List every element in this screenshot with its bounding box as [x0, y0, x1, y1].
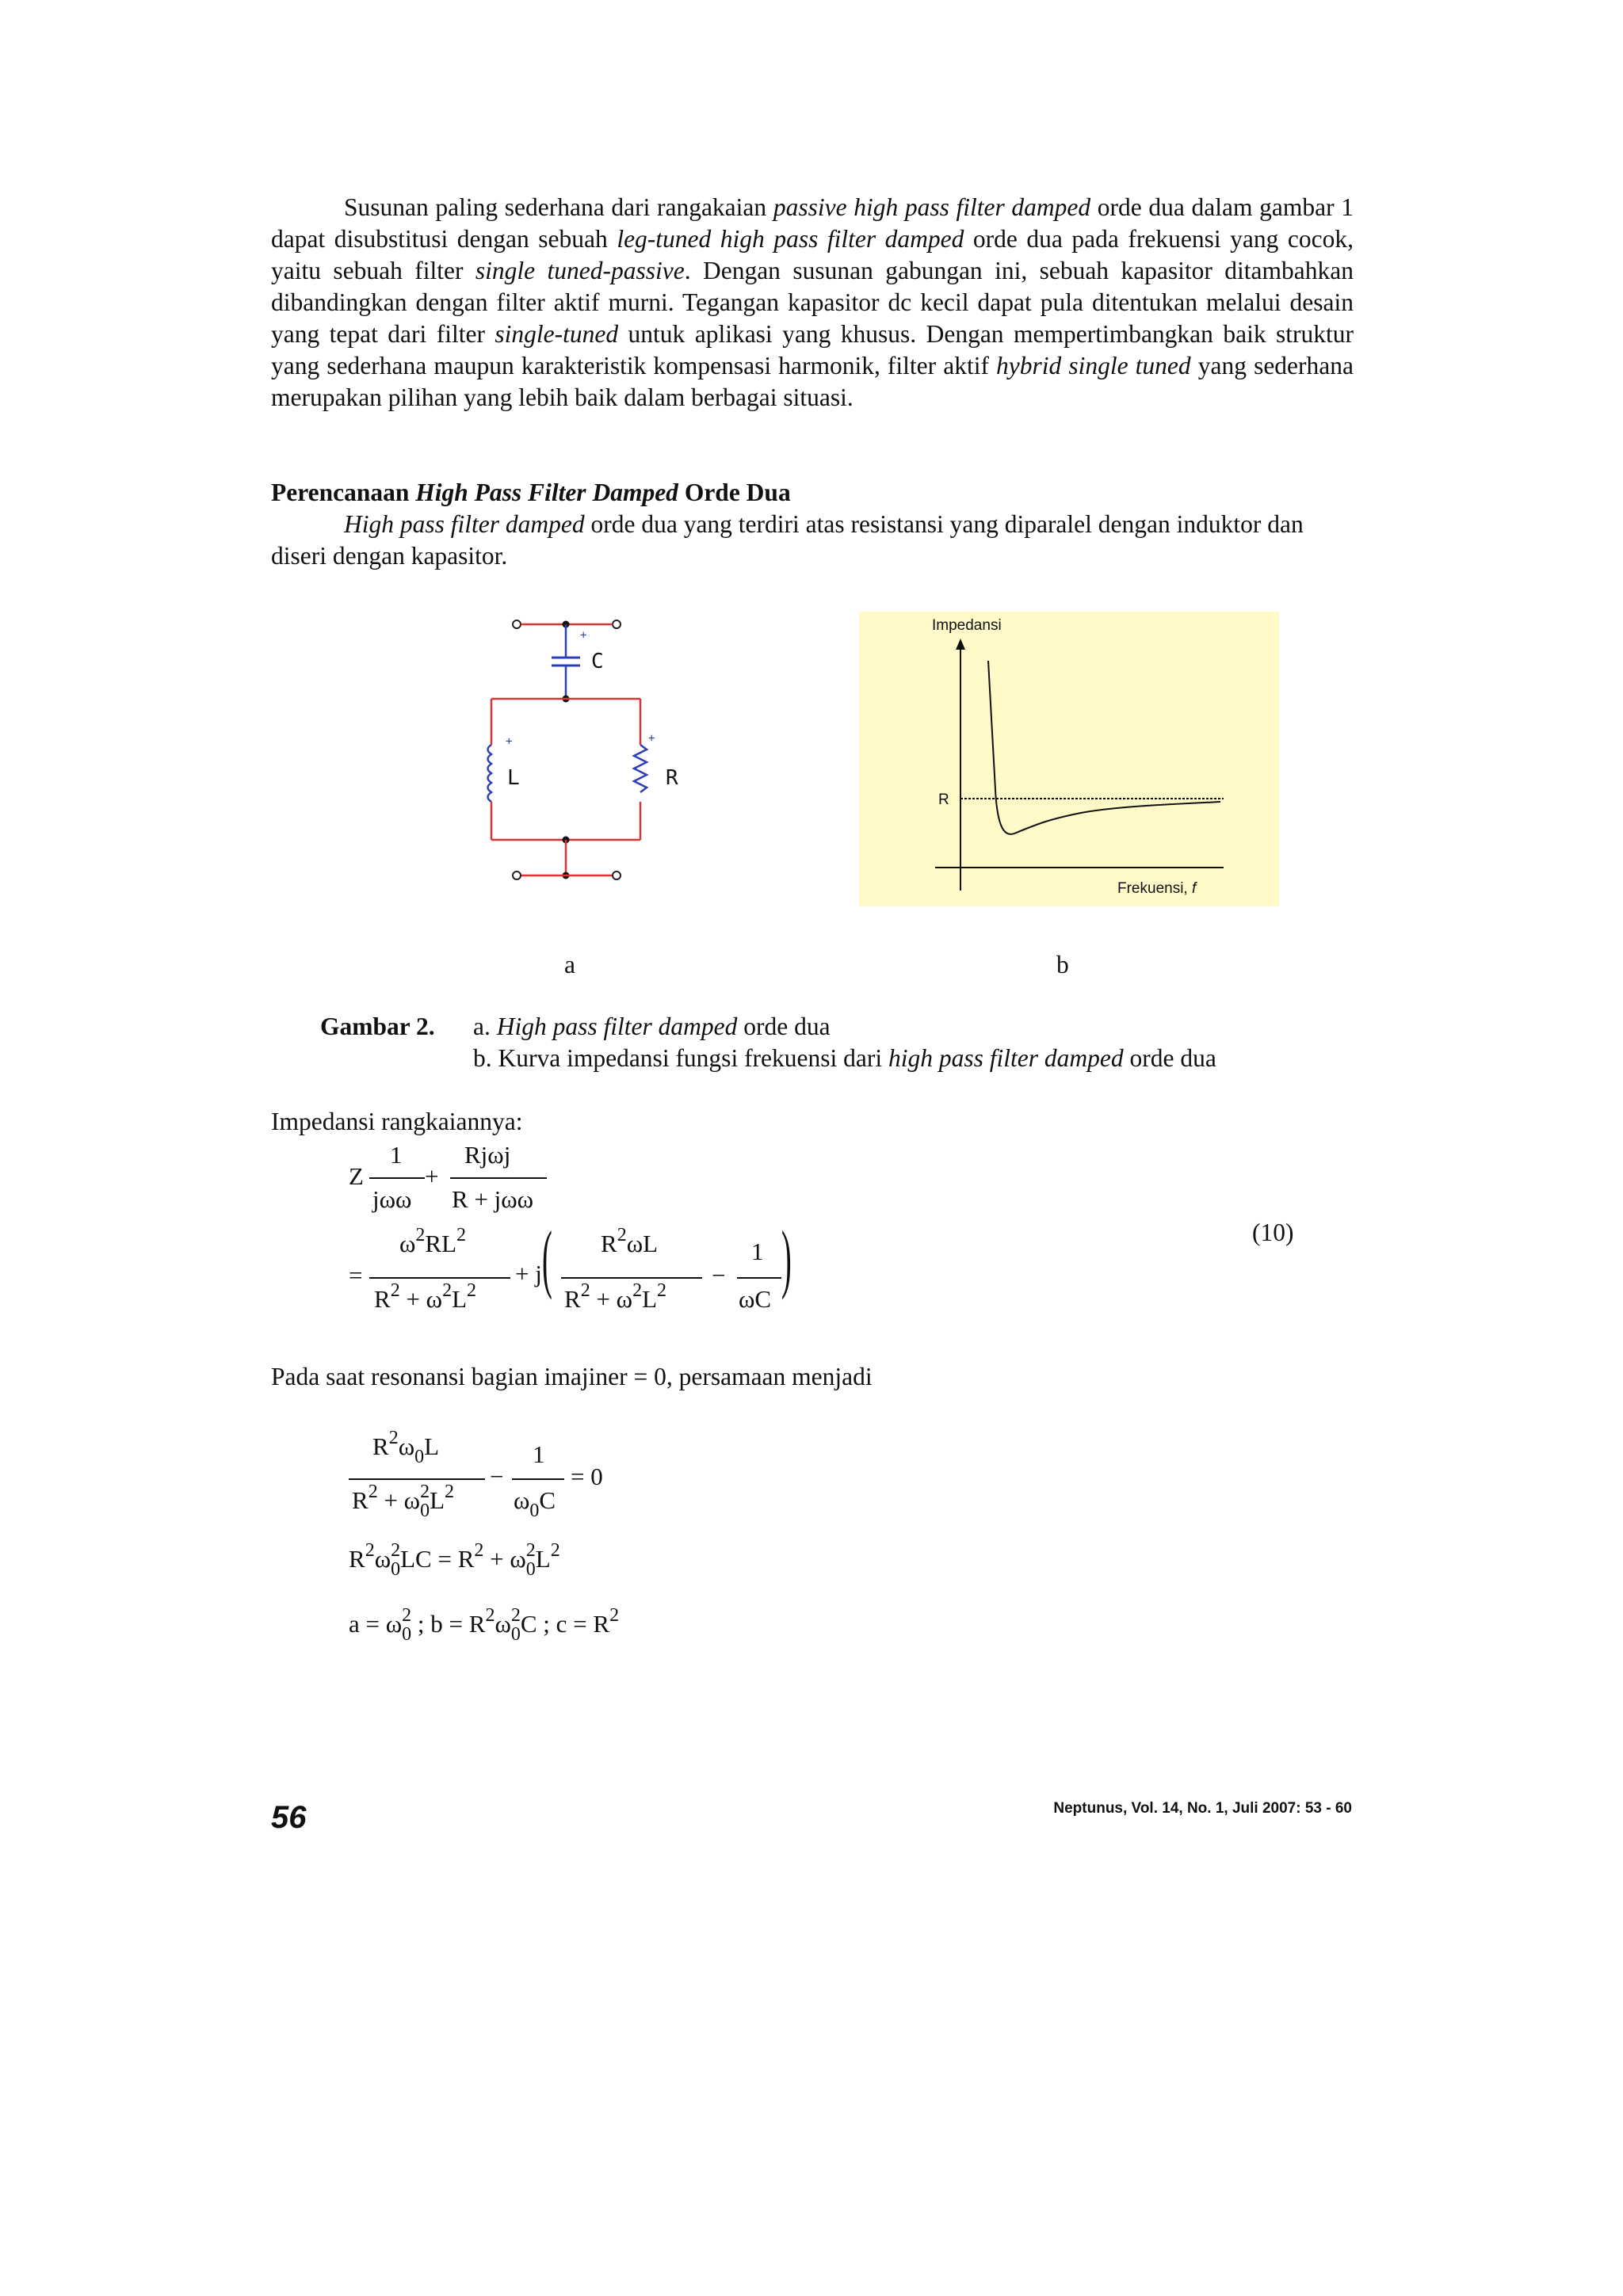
terminal-bottom-right [613, 871, 621, 879]
text-run-italic: hybrid single tuned [996, 352, 1191, 379]
impedance-curve [988, 661, 1220, 834]
text-run: orde dua dalam gambar 1 dapat disubstitusi dengan sebuah [271, 193, 1354, 253]
terminal-top-left [513, 620, 521, 628]
text-run: Susunan paling sederhana dari rangakaian [344, 193, 773, 221]
impedance-curve-chart [859, 612, 1279, 906]
terminal-bottom-left [513, 871, 521, 879]
circuit-diagram [475, 610, 682, 887]
resistor-zigzag [634, 745, 647, 792]
resonance-intro: Pada saat resonansi bagian imajiner = 0, persamaan menjadi [271, 1363, 873, 1390]
intro-paragraph [271, 192, 1354, 414]
svg-text:+: + [580, 629, 587, 642]
text-run-italic: leg-tuned high pass filter damped [617, 225, 964, 253]
svg-text:+: + [506, 735, 513, 748]
subfigure-a-letter: a [564, 951, 575, 978]
svg-text:+: + [648, 732, 655, 745]
impedance-intro: Impedansi rangkaiannya: [271, 1108, 523, 1135]
text-run: untuk aplikasi yang khusus. Dengan mempertimbangkan baik struktur yang sederhana maupun karakteristik kompensasi harmonik, filter aktif [271, 320, 1354, 379]
text-run-italic: single-tuned [495, 320, 619, 348]
label-c: C [591, 650, 604, 673]
inductor-coil [488, 745, 492, 802]
equation-number: (10) [1252, 1219, 1294, 1246]
figure-caption-line-b: b. Kurva impedansi fungsi frekuensi dari high pass filter damped orde dua [473, 1044, 1216, 1072]
text-run-italic: single tuned-passive [475, 257, 685, 284]
page-number: 56 [271, 1800, 307, 1835]
label-l: L [507, 766, 520, 790]
text-run: yang sederhana merupakan pilihan yang lebih baik dalam berbagai situasi. [271, 352, 1354, 411]
label-r: R [666, 766, 678, 790]
section-heading: Perencanaan High Pass Filter Damped Orde Dua [271, 479, 791, 506]
x-axis-label: Frekuensi, f [1117, 880, 1197, 897]
text-run: . Dengan susunan gabungan ini, sebuah kapasitor ditambahkan dibandingkan dengan filter aktif murni. Tegangan kapasitor dc kecil dapat pula ditentukan melalui desain yang tepat dari filter [271, 257, 1354, 348]
figure-caption-line-a: a. High pass filter damped orde dua [473, 1013, 831, 1040]
figure-caption-label: Gambar 2. [320, 1013, 435, 1040]
subfigure-b-letter: b [1056, 951, 1069, 978]
journal-reference: Neptunus, Vol. 14, No. 1, Juli 2007: 53 - 60 [1053, 1800, 1352, 1817]
r-label: R [938, 791, 949, 808]
text-run: orde dua pada frekuensi yang cocok, yaitu sebuah filter [271, 225, 1354, 284]
terminal-top-right [613, 620, 621, 628]
y-axis-label: Impedansi [932, 617, 1002, 634]
text-run-italic: passive high pass filter damped [773, 193, 1091, 221]
section-paragraph: High pass filter damped orde dua yang terdiri atas resistansi yang diparalel dengan induktor dan diseri dengan kapasitor. [271, 510, 1304, 570]
y-axis-arrow [956, 639, 965, 650]
